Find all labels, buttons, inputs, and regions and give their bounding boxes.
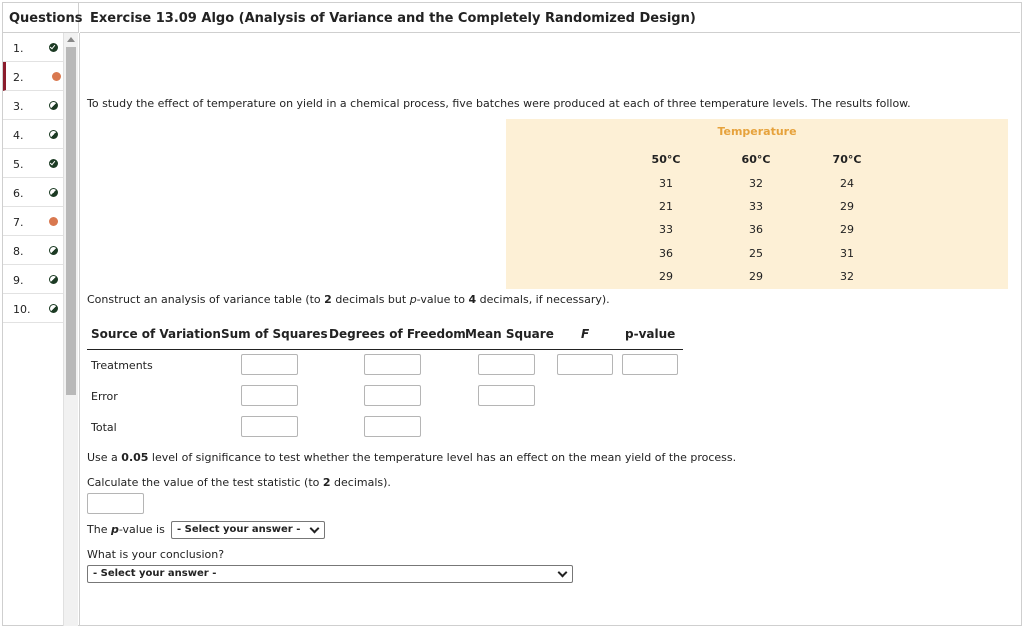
partial-icon [49, 246, 58, 255]
table-cell: 31 [659, 177, 673, 190]
header-source: Source of Variation [91, 327, 221, 341]
temperature-data-table [506, 119, 1008, 289]
questions-header: Questions [3, 3, 79, 33]
treatments-p-value-input[interactable] [622, 354, 678, 375]
table-cell: 24 [840, 177, 854, 190]
conclusion-label: What is your conclusion? [87, 548, 225, 561]
table-cell: 36 [749, 223, 763, 236]
treatments-ss-input[interactable] [241, 354, 298, 375]
anova-instruction: Construct an analysis of variance table (to 2 decimals but p-value to 4 decimals, if necessary). [87, 293, 610, 306]
partial-icon [49, 101, 58, 110]
test-stat-text: Calculate the value of the test statistic (to 2 decimals). [87, 476, 391, 489]
column-header: 70°C [832, 153, 862, 166]
question-item-10[interactable]: 10. [3, 294, 63, 323]
table-cell: 36 [659, 247, 673, 260]
question-item-5[interactable]: 5. [3, 149, 63, 178]
total-ss-input[interactable] [241, 416, 298, 437]
table-cell: 32 [840, 270, 854, 283]
intro-text: To study the effect of temperature on yield in a chemical process, five batches were produced at each of three temperature levels. The results follow. [87, 97, 911, 110]
chevron-down-icon [558, 568, 568, 578]
check-icon [49, 43, 58, 52]
total-df-input[interactable] [364, 416, 421, 437]
p-value-label: The p-value is [87, 523, 165, 536]
test-statistic-input[interactable] [87, 493, 144, 514]
table-cell: 32 [749, 177, 763, 190]
exercise-title: Exercise 13.09 Algo (Analysis of Variance and the Completely Randomized Design) [80, 3, 1020, 33]
table-header: Temperature [717, 125, 797, 138]
question-item-1[interactable]: 1. [3, 33, 63, 62]
table-cell: 29 [659, 270, 673, 283]
sidebar-scrollbar[interactable] [63, 33, 78, 626]
header-degrees-of-freedom: Degrees of Freedom [329, 327, 466, 341]
header-p-value: p-value [625, 327, 676, 341]
header-mean-square: Mean Square [465, 327, 554, 341]
question-item-9[interactable]: 9. [3, 265, 63, 294]
question-item-4[interactable]: 4. [3, 120, 63, 149]
significance-text: Use a 0.05 level of significance to test whether the temperature level has an effect on the mean yield of the process. [87, 451, 737, 464]
unanswered-dot-icon [49, 217, 58, 226]
partial-icon [49, 188, 58, 197]
header-rule [87, 349, 683, 350]
question-item-2[interactable]: 2. [3, 62, 63, 91]
scroll-thumb[interactable] [66, 47, 76, 395]
row-label-treatments: Treatments [91, 359, 153, 372]
table-cell: 25 [749, 247, 763, 260]
unanswered-dot-icon [52, 72, 61, 81]
table-cell: 21 [659, 200, 673, 213]
row-label-total: Total [91, 421, 117, 434]
row-label-error: Error [91, 390, 118, 403]
partial-icon [49, 304, 58, 313]
question-item-6[interactable]: 6. [3, 178, 63, 207]
table-cell: 33 [659, 223, 673, 236]
partial-icon [49, 130, 58, 139]
scroll-up-icon[interactable] [67, 37, 75, 42]
table-cell: 29 [840, 223, 854, 236]
column-header: 50°C [651, 153, 681, 166]
check-icon [49, 159, 58, 168]
question-list [3, 33, 63, 323]
header-f: F [581, 327, 590, 341]
column-header: 60°C [741, 153, 771, 166]
table-cell: 33 [749, 200, 763, 213]
error-ms-input[interactable] [478, 385, 535, 406]
table-cell: 29 [840, 200, 854, 213]
error-df-input[interactable] [364, 385, 421, 406]
chevron-down-icon [310, 524, 320, 534]
p-value-select[interactable]: - Select your answer - [171, 521, 325, 539]
question-item-3[interactable]: 3. [3, 91, 63, 120]
question-item-7[interactable]: 7. [3, 207, 63, 236]
partial-icon [49, 275, 58, 284]
treatments-df-input[interactable] [364, 354, 421, 375]
treatments-f-input[interactable] [557, 354, 613, 375]
treatments-ms-input[interactable] [478, 354, 535, 375]
divider [79, 33, 80, 626]
question-item-8[interactable]: 8. [3, 236, 63, 265]
table-cell: 29 [749, 270, 763, 283]
error-ss-input[interactable] [241, 385, 298, 406]
header-sum-of-squares: Sum of Squares [221, 327, 328, 341]
conclusion-select[interactable]: - Select your answer - [87, 565, 573, 583]
table-cell: 31 [840, 247, 854, 260]
